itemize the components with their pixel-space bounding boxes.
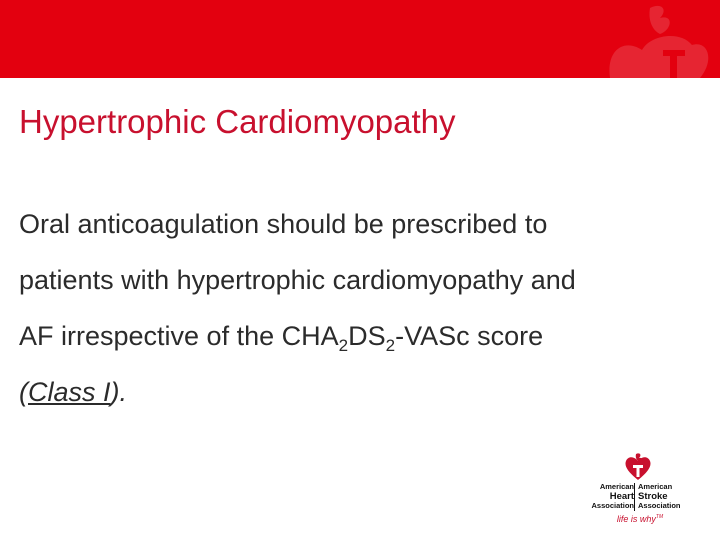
slide-title: Hypertrophic Cardiomyopathy [19,103,456,140]
asa-right-mid: Stroke [638,490,668,502]
line3-mid: DS [348,321,386,351]
paren-close: ). [110,377,128,407]
logo-divider [634,483,635,511]
aha-left-top: American [599,482,634,491]
asa-right-wordmark [638,483,681,510]
class-label: Class I [28,377,111,407]
tagline-trademark: TM [655,514,664,520]
body-line-3 [19,308,699,364]
aha-left-wordmark [591,483,634,510]
logo-tagline [580,514,700,524]
asa-right-bottom: Association [638,500,681,510]
subscript-2: 2 [385,336,396,355]
paren-open: ( [19,377,28,407]
aha-left-mid: Heart [609,490,634,502]
heart-torch-icon [623,452,653,482]
class-recommendation [19,364,699,420]
aha-left-bottom: Association [591,500,634,510]
slide-body [19,196,699,420]
aha-asa-logo [580,452,700,530]
heart-torch-watermark-icon [590,0,720,78]
body-line-2: patients with hypertrophic cardiomyopathy and [19,265,576,295]
asa-right-top: American [638,482,673,491]
tagline-text: life is why [616,514,656,524]
header-banner [0,0,720,78]
body-line-1: Oral anticoagulation should be prescribed to [19,209,548,239]
line3-before: AF irrespective of the CHA [19,321,339,351]
line3-after: -VASc score [395,321,544,351]
subscript-1: 2 [338,336,349,355]
